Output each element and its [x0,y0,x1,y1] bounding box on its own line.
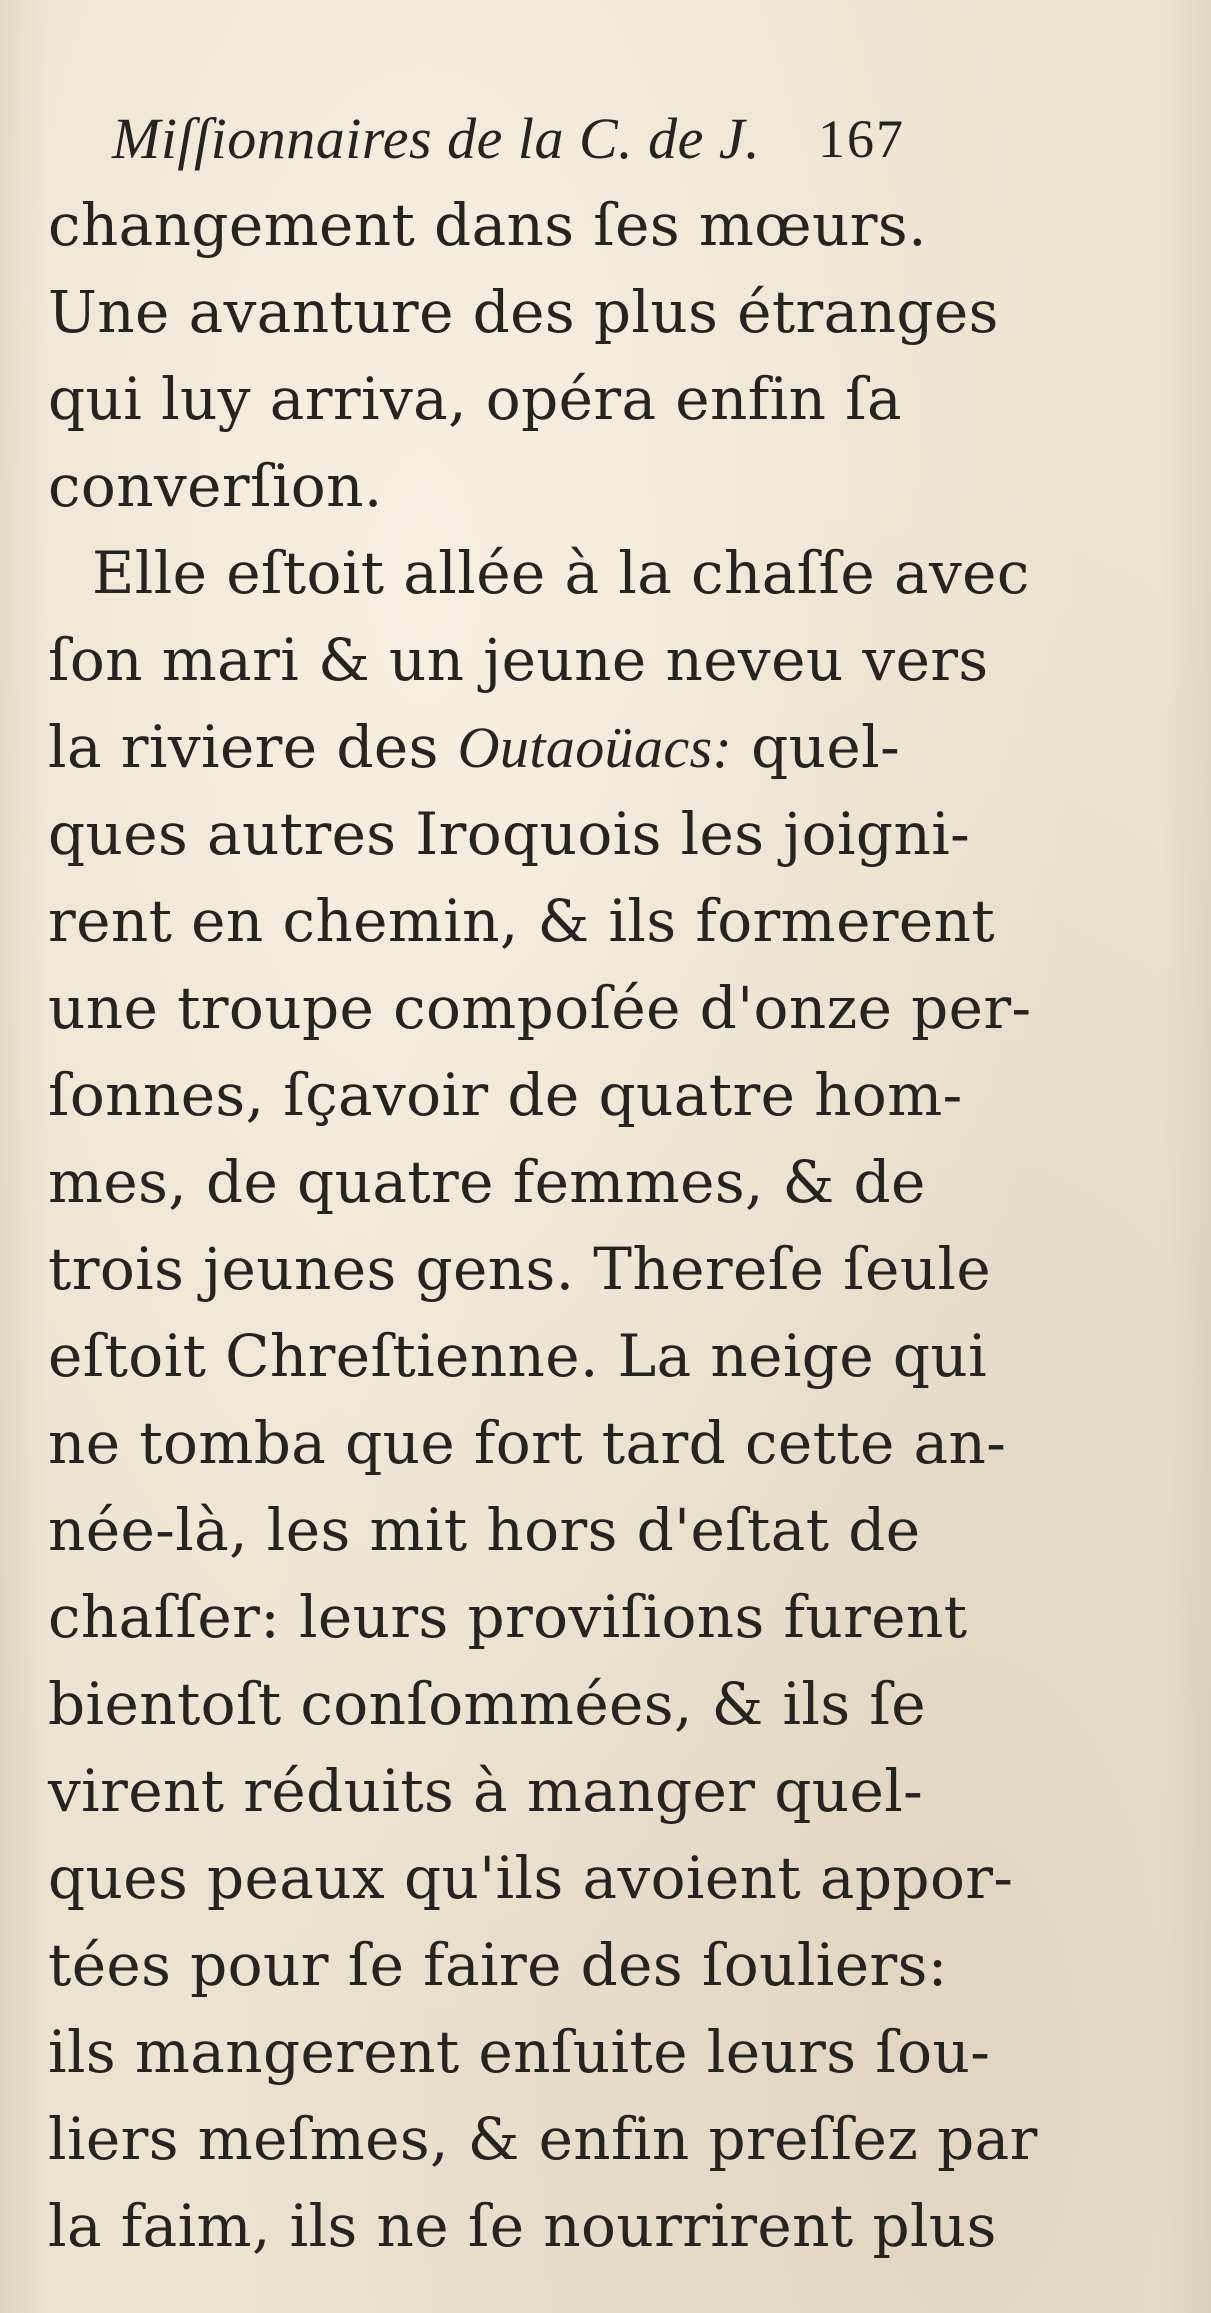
text-block [48,96,1038,2270]
text-line-23: liers meſmes, & enfin preſſez par [48,2105,1038,2173]
text-line-7-italic: Outaoüacs: [457,715,733,780]
text-line-16: née-là, les mit hors d'eſtat de [48,1496,921,1564]
text-line-5: Elle eſtoit allée à la chaſſe avec [92,539,1030,607]
text-line-13: trois jeunes gens. Thereſe ſeule [48,1235,992,1303]
text-line-15: ne tomba que fort tard cette an- [48,1409,1007,1477]
text-line-7-suffix: quel- [751,713,901,781]
text-line-6: ſon mari & un jeune neveu vers [48,626,989,694]
text-line-18: bientoſt conſommées, & ils ſe [48,1670,926,1738]
text-line-11: ſonnes, ſçavoir de quatre hom- [48,1061,963,1129]
text-line-20: ques peaux qu'ils avoient appor- [48,1844,1014,1912]
running-head [48,96,968,182]
page-number: 167 [818,109,905,169]
text-line-12: mes, de quatre femmes, & de [48,1148,926,1216]
text-line-10: une troupe compoſée d'onze per- [48,974,1032,1042]
text-line-19: virent réduits à manger quel- [48,1757,924,1825]
text-line-21: tées pour ſe faire des ſouliers: [48,1931,948,1999]
text-line-9: rent en chemin, & ils formerent [48,887,996,955]
running-title: Miſſionnaires de la C. de J. [112,106,761,171]
text-line-24: la faim, ils ne ſe nourrirent plus [48,2192,997,2260]
text-line-8: ques autres Iroquois les joigni- [48,800,971,868]
text-line-4: converſion. [48,452,383,520]
text-line-7 [48,704,968,791]
text-line-3: qui luy arriva, opéra enfin ſa [48,365,903,433]
text-line-22: ils mangerent enſuite leurs ſou- [48,2018,991,2086]
text-line-1: changement dans ſes mœurs. [48,191,927,259]
text-line-2: Une avanture des plus étranges [48,278,999,346]
text-line-7-prefix: la riviere des [48,713,439,781]
text-line-14: eſtoit Chreſtienne. La neige qui [48,1322,988,1390]
text-line-17: chaſſer: leurs proviſions furent [48,1583,968,1651]
